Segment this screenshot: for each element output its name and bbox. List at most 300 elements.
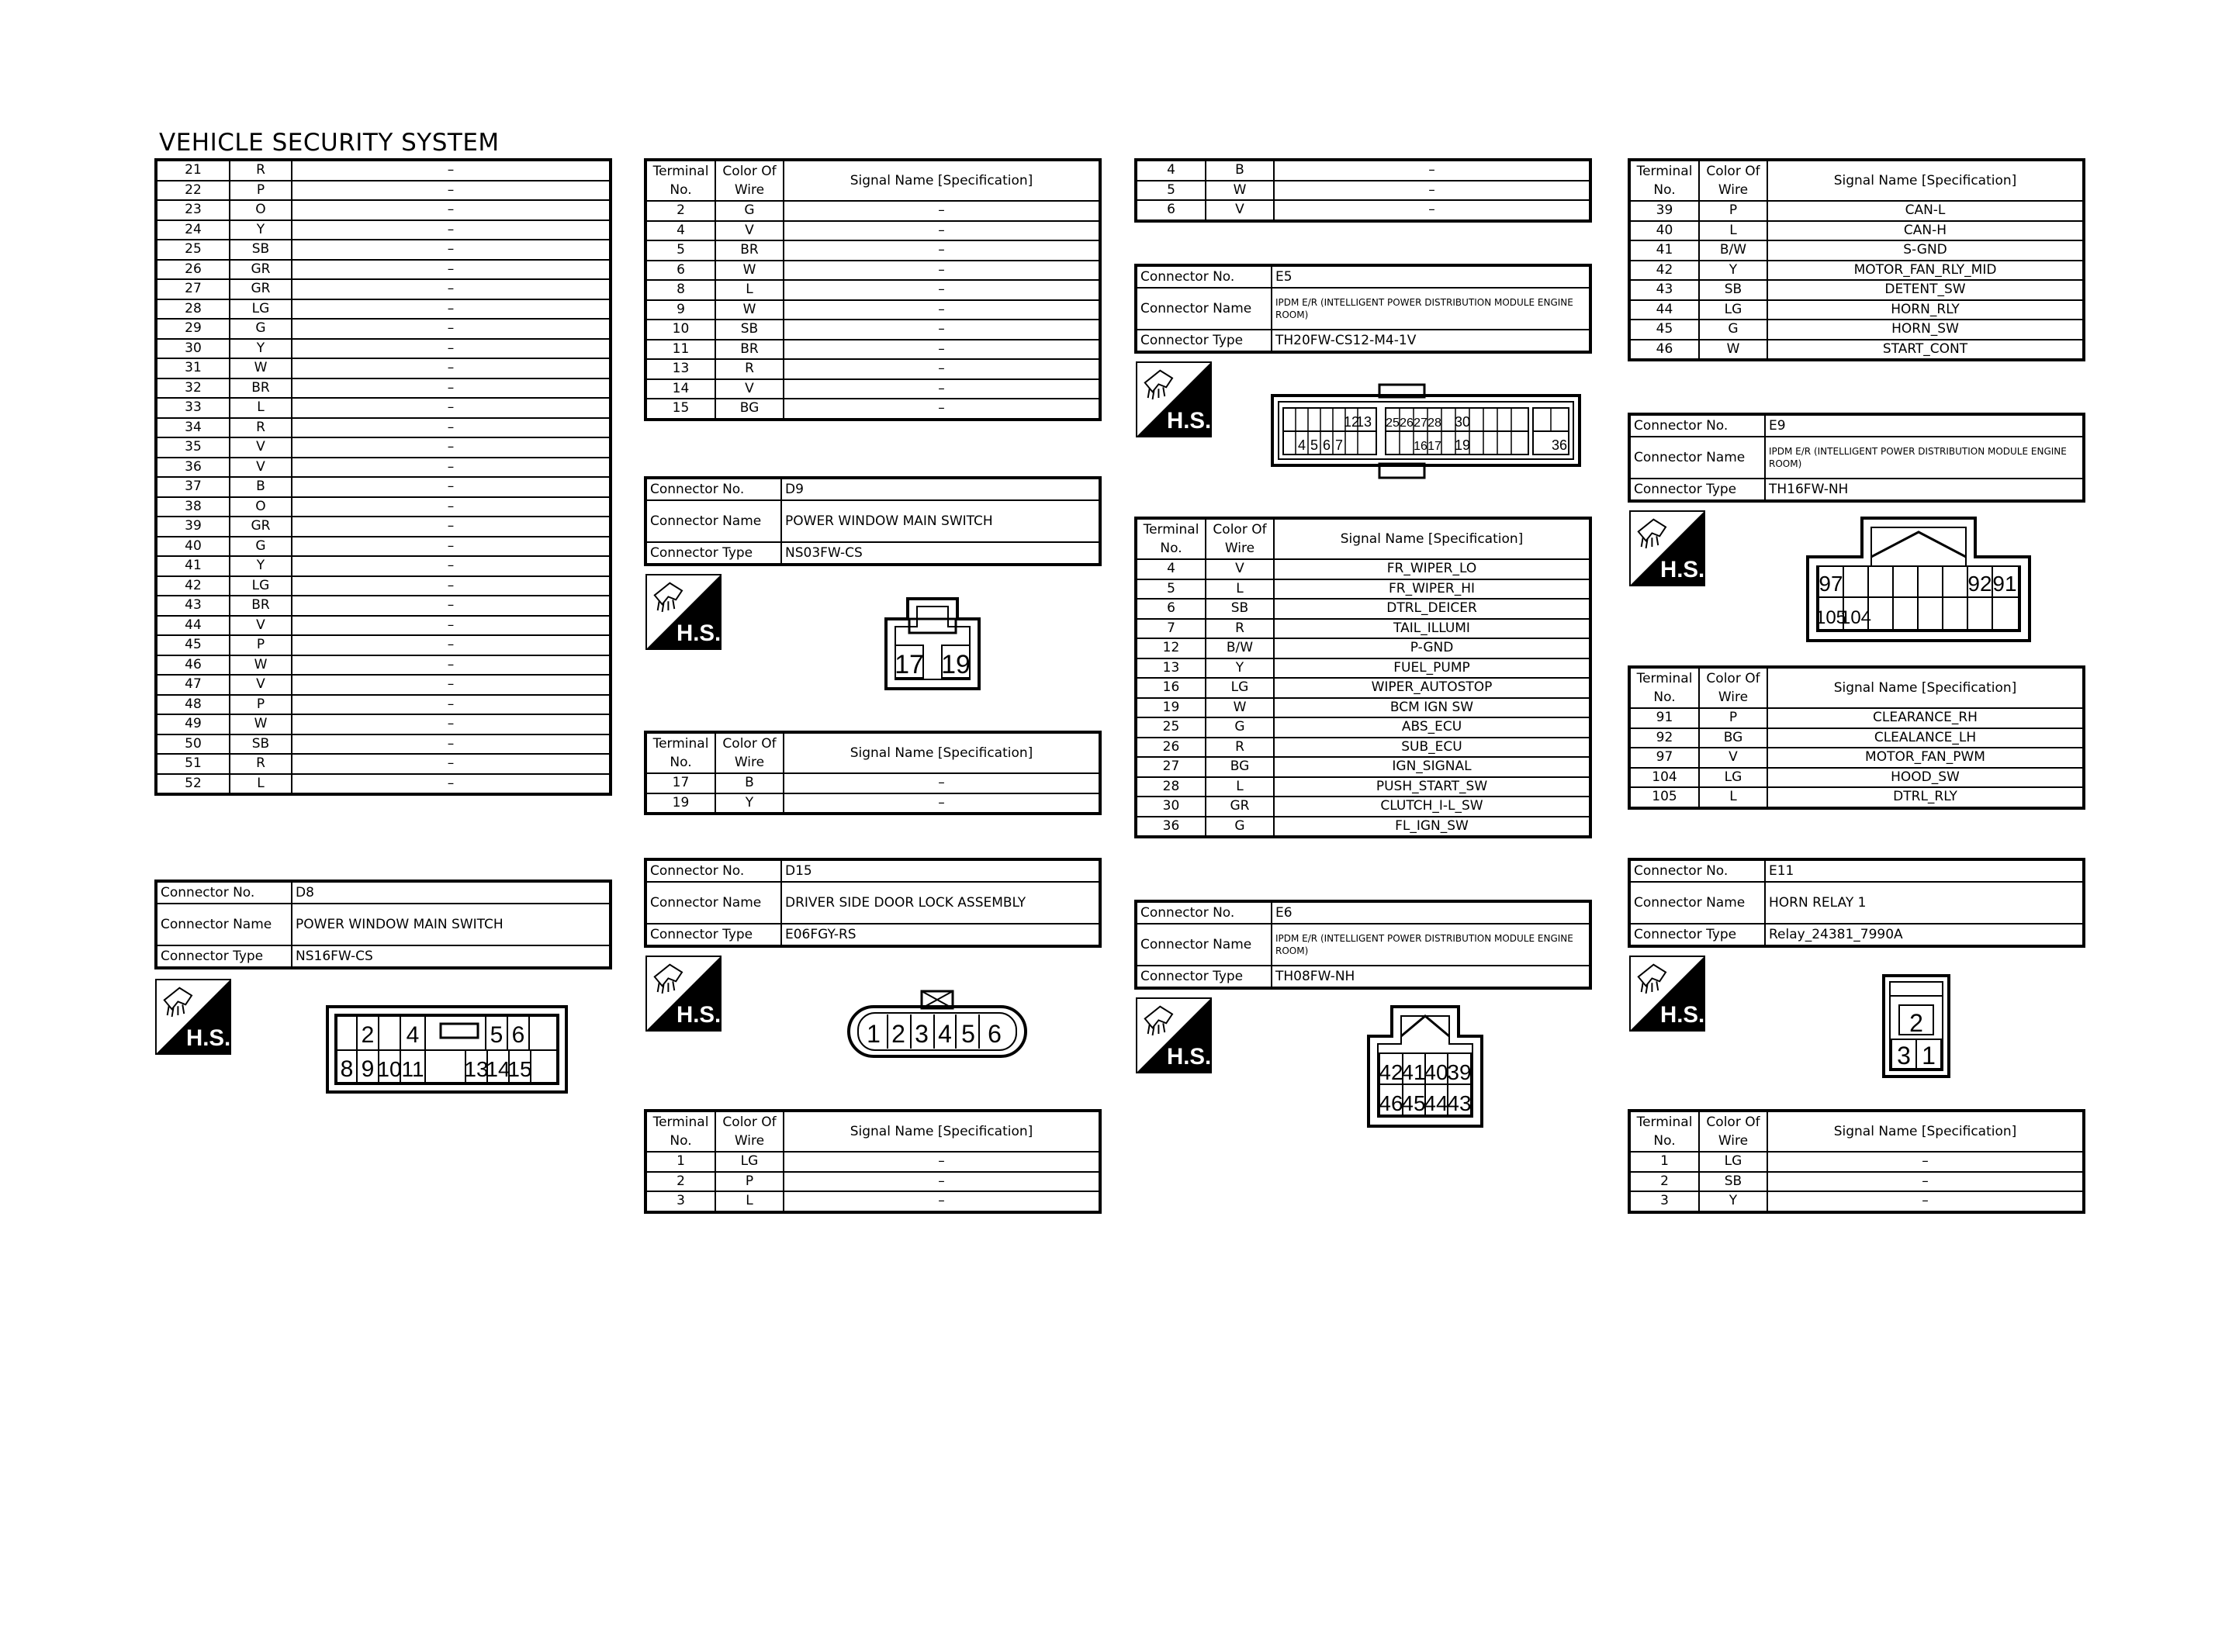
column-header-signal: Signal Name [Specification] <box>784 732 1100 773</box>
connector-type-row <box>1629 924 2084 946</box>
terminal-cell: 91 <box>1629 708 1699 728</box>
connector-type-value: TH20FW-CS12-M4-1V <box>1272 330 1590 352</box>
table-row <box>156 299 611 320</box>
column-header-signal: Signal Name [Specification] <box>784 1111 1100 1152</box>
wire-color-cell: SB <box>715 320 784 340</box>
pin-number: 17 <box>895 650 924 679</box>
terminal-cell: 44 <box>156 616 230 636</box>
table-row <box>156 458 611 478</box>
signal-name-cell: START_CONT <box>1767 340 2084 361</box>
hs-label: H.S. <box>677 620 722 647</box>
connector-name-value: IPDM E/R (INTELLIGENT POWER DISTRIBUTION MODULE ENGINE ROOM) <box>1765 437 2084 479</box>
signal-name-cell: – <box>292 596 611 616</box>
table-header-row <box>1629 160 2084 201</box>
pin-number: 91 <box>1992 572 2017 596</box>
terminal-cell: 36 <box>156 458 230 478</box>
signal-name-cell: – <box>784 221 1100 241</box>
pin-table-d15 <box>644 1109 1102 1214</box>
table-header-row <box>1629 667 2084 708</box>
table-row <box>1629 708 2084 728</box>
pin-number: 42 <box>1379 1060 1403 1084</box>
table-row <box>156 695 611 715</box>
table-row <box>645 379 1100 399</box>
signal-name-cell: MOTOR_FAN_PWM <box>1767 748 2084 768</box>
connector-no-value: E5 <box>1272 265 1590 288</box>
wire-color-cell: P <box>1699 708 1767 728</box>
terminal-cell: 21 <box>156 160 230 181</box>
wire-color-cell: R <box>230 754 292 774</box>
table-row <box>1629 280 2084 300</box>
table-row <box>156 596 611 616</box>
signal-name-cell: FR_WIPER_HI <box>1274 579 1590 600</box>
table-row <box>645 359 1100 379</box>
connector-type-label: Connector Type <box>156 945 292 968</box>
table-row <box>645 1191 1100 1212</box>
connector-no-row <box>645 859 1100 882</box>
pin-number: 19 <box>941 650 971 679</box>
terminal-cell: 5 <box>1136 579 1206 600</box>
connector-type-row <box>156 945 611 968</box>
connector-name-value: POWER WINDOW MAIN SWITCH <box>292 904 611 945</box>
terminal-cell: 25 <box>156 240 230 260</box>
connector-name-value: POWER WINDOW MAIN SWITCH <box>781 500 1100 542</box>
signal-name-cell: – <box>292 279 611 299</box>
signal-name-cell: – <box>292 458 611 478</box>
table-row <box>1629 1191 2084 1212</box>
table-row <box>645 240 1100 261</box>
signal-name-cell: – <box>784 320 1100 340</box>
table-row <box>1629 1152 2084 1172</box>
hs-label: H.S. <box>186 1025 231 1052</box>
connector-no-label: Connector No. <box>1136 901 1272 924</box>
connector-type-label: Connector Type <box>1629 924 1765 946</box>
table-row <box>156 616 611 636</box>
wire-color-cell: Y <box>230 556 292 576</box>
table-row <box>156 714 611 734</box>
wire-color-cell: W <box>1206 181 1274 201</box>
pin-number: 12 <box>1343 414 1360 430</box>
terminal-cell: 46 <box>156 655 230 676</box>
signal-name-cell: – <box>784 340 1100 360</box>
terminal-cell: 23 <box>156 200 230 220</box>
signal-name-cell: HORN_SW <box>1767 320 2084 340</box>
table-row <box>156 220 611 240</box>
signal-name-cell: – <box>292 477 611 497</box>
terminal-cell: 6 <box>645 261 715 281</box>
wire-color-cell: Y <box>230 220 292 240</box>
hs-label: H.S. <box>1167 408 1212 434</box>
terminal-cell: 36 <box>1136 817 1206 838</box>
wire-color-cell: V <box>715 379 784 399</box>
pin-number: 30 <box>1454 414 1471 430</box>
wire-color-cell: G <box>1206 717 1274 738</box>
connector-no-value: E11 <box>1765 859 2084 882</box>
wire-color-cell: V <box>1206 200 1274 221</box>
connector-no-row <box>645 478 1100 500</box>
wire-color-cell: Y <box>1699 1191 1767 1212</box>
terminal-cell: 43 <box>156 596 230 616</box>
signal-name-cell: – <box>1274 181 1590 201</box>
terminal-cell: 25 <box>1136 717 1206 738</box>
terminal-cell: 5 <box>1136 181 1206 201</box>
connector-name-label: Connector Name <box>645 500 781 542</box>
terminal-cell: 44 <box>1629 300 1699 320</box>
table-row <box>1136 559 1590 579</box>
connector-type-value: NS03FW-CS <box>781 542 1100 565</box>
wire-color-cell: G <box>1206 817 1274 838</box>
table-header-row <box>645 160 1100 201</box>
connector-e11-face <box>1882 974 1950 1078</box>
connector-no-value: E9 <box>1765 414 2084 437</box>
pin-number: 4 <box>938 1020 952 1048</box>
table-row <box>156 319 611 339</box>
table-row <box>645 280 1100 300</box>
terminal-cell: 40 <box>1629 221 1699 241</box>
terminal-cell: 28 <box>156 299 230 320</box>
terminal-cell: 39 <box>156 517 230 537</box>
table-row <box>1629 240 2084 261</box>
signal-name-cell: MOTOR_FAN_RLY_MID <box>1767 261 2084 281</box>
wire-color-cell: R <box>230 418 292 438</box>
connector-no-label: Connector No. <box>156 881 292 904</box>
wire-color-cell: Y <box>1699 261 1767 281</box>
connector-type-row <box>645 542 1100 565</box>
wire-color-cell: P <box>230 181 292 201</box>
table-row <box>1629 300 2084 320</box>
wire-color-cell: V <box>230 675 292 695</box>
wire-color-cell: V <box>230 437 292 458</box>
table-row <box>1136 579 1590 600</box>
pin-number: 40 <box>1424 1060 1448 1084</box>
connector-no-row <box>1629 414 2084 437</box>
connector-name-value: HORN RELAY 1 <box>1765 882 2084 924</box>
table-row <box>1136 200 1590 221</box>
table-row <box>156 517 611 537</box>
table-row <box>156 200 611 220</box>
terminal-cell: 3 <box>645 1191 715 1212</box>
table-row <box>1629 1172 2084 1192</box>
terminal-cell: 42 <box>156 576 230 596</box>
pin-table-e9 <box>1628 665 2085 810</box>
connector-name-label: Connector Name <box>156 904 292 945</box>
pin-number: 26 <box>1400 416 1414 430</box>
table-row <box>156 378 611 399</box>
table-row <box>1629 728 2084 748</box>
signal-name-cell: S-GND <box>1767 240 2084 261</box>
signal-name-cell: CLUTCH_I-L_SW <box>1274 797 1590 817</box>
table-row <box>156 181 611 201</box>
pin-number: 41 <box>1401 1060 1426 1084</box>
wire-color-cell: L <box>230 774 292 795</box>
harness-side-icon <box>645 574 722 650</box>
table-row <box>156 675 611 695</box>
table-row <box>1136 717 1590 738</box>
terminal-cell: 92 <box>1629 728 1699 748</box>
terminal-cell: 105 <box>1629 787 1699 808</box>
terminal-cell: 47 <box>156 675 230 695</box>
terminal-cell: 13 <box>1136 658 1206 679</box>
pin-number: 25 <box>1386 416 1400 430</box>
wire-color-cell: V <box>230 458 292 478</box>
connector-type-value: TH16FW-NH <box>1765 479 2084 501</box>
connector-type-row <box>1136 966 1590 988</box>
wire-color-cell: W <box>230 714 292 734</box>
terminal-cell: 5 <box>645 240 715 261</box>
pin-number: 19 <box>1454 437 1471 453</box>
connector-name-row <box>1136 288 1590 330</box>
terminal-cell: 35 <box>156 437 230 458</box>
table-row <box>1629 221 2084 241</box>
connector-no-label: Connector No. <box>1629 859 1765 882</box>
signal-name-cell: CAN-H <box>1767 221 2084 241</box>
table-row <box>1629 787 2084 808</box>
wire-color-cell: BR <box>230 596 292 616</box>
wire-color-cell: O <box>230 497 292 517</box>
terminal-cell: 6 <box>1136 599 1206 619</box>
signal-name-cell: TAIL_ILLUMI <box>1274 619 1590 639</box>
terminal-cell: 43 <box>1629 280 1699 300</box>
terminal-cell: 24 <box>156 220 230 240</box>
connector-type-label: Connector Type <box>1136 330 1272 352</box>
table-row <box>156 497 611 517</box>
wire-color-cell: GR <box>230 260 292 280</box>
connector-type-value: NS16FW-CS <box>292 945 611 968</box>
table-row <box>1136 698 1590 718</box>
connector-no-label: Connector No. <box>645 478 781 500</box>
pin-number: 46 <box>1379 1091 1403 1115</box>
table-row <box>645 399 1100 420</box>
wire-color-cell: LG <box>230 299 292 320</box>
connector-name-row <box>1629 882 2084 924</box>
pin-number: 43 <box>1447 1091 1472 1115</box>
pin-table-e11 <box>1628 1109 2085 1214</box>
terminal-cell: 32 <box>156 378 230 399</box>
terminal-cell: 15 <box>645 399 715 420</box>
wire-color-cell: V <box>230 616 292 636</box>
terminal-cell: 40 <box>156 537 230 557</box>
signal-name-cell: – <box>1767 1152 2084 1172</box>
signal-name-cell: – <box>292 556 611 576</box>
wire-color-cell: B/W <box>1206 638 1274 658</box>
wire-color-cell: R <box>715 359 784 379</box>
pin-number: 1 <box>1922 1042 1936 1070</box>
signal-name-cell: – <box>292 635 611 655</box>
terminal-cell: 4 <box>645 221 715 241</box>
table-row <box>156 437 611 458</box>
terminal-cell: 16 <box>1136 678 1206 698</box>
table-row <box>156 398 611 418</box>
column-header-color: Color Of Wire <box>1699 667 1767 708</box>
wire-color-cell: LG <box>1699 1152 1767 1172</box>
connector-info-d8 <box>154 880 612 969</box>
table-row <box>1629 340 2084 361</box>
signal-name-cell: ABS_ECU <box>1274 717 1590 738</box>
table-row <box>1136 599 1590 619</box>
pin-number: 6 <box>511 1022 525 1048</box>
connector-name-label: Connector Name <box>1629 437 1765 479</box>
connector-type-value: Relay_24381_7990A <box>1765 924 2084 946</box>
terminal-cell: 22 <box>156 181 230 201</box>
wire-color-cell: Y <box>230 339 292 359</box>
table-row <box>156 339 611 359</box>
wire-color-cell: P <box>230 695 292 715</box>
connector-no-value: D15 <box>781 859 1100 882</box>
pin-table-e5 <box>1134 517 1592 838</box>
table-row <box>156 160 611 181</box>
pin-number: 8 <box>340 1056 354 1082</box>
table-row <box>156 477 611 497</box>
wire-color-cell: SB <box>230 734 292 755</box>
terminal-cell: 2 <box>645 1172 715 1192</box>
table-header-row <box>645 732 1100 773</box>
pin-number: 44 <box>1424 1091 1448 1115</box>
pin-number: 27 <box>1414 416 1427 430</box>
terminal-cell: 34 <box>156 418 230 438</box>
table-row <box>156 358 611 378</box>
harness-side-icon <box>1629 510 1705 586</box>
connector-type-label: Connector Type <box>645 542 781 565</box>
table-row <box>156 537 611 557</box>
pin-number: 2 <box>361 1022 375 1048</box>
terminal-cell: 1 <box>1629 1152 1699 1172</box>
signal-name-cell: – <box>784 359 1100 379</box>
wire-color-cell: B <box>1206 160 1274 181</box>
table-row <box>1136 738 1590 758</box>
pin-number: 2 <box>1909 1009 1923 1037</box>
terminal-cell: 38 <box>156 497 230 517</box>
wire-color-cell: W <box>715 300 784 320</box>
signal-name-cell: DTRL_DEICER <box>1274 599 1590 619</box>
signal-name-cell: – <box>784 1191 1100 1212</box>
wire-color-cell: B <box>715 773 784 793</box>
pin-number: 9 <box>361 1056 375 1082</box>
pin-number: 6 <box>1322 437 1331 453</box>
signal-name-cell: BCM IGN SW <box>1274 698 1590 718</box>
signal-name-cell: – <box>784 793 1100 814</box>
table-row <box>156 240 611 260</box>
connector-name-label: Connector Name <box>645 882 781 924</box>
signal-name-cell: CAN-L <box>1767 201 2084 221</box>
terminal-cell: 39 <box>1629 201 1699 221</box>
signal-name-cell: – <box>292 319 611 339</box>
connector-e6-face <box>1367 1005 1483 1128</box>
wire-color-cell: BR <box>715 340 784 360</box>
terminal-cell: 17 <box>645 773 715 793</box>
wire-color-cell: G <box>715 201 784 221</box>
signal-name-cell: – <box>292 774 611 795</box>
pin-number: 104 <box>1839 607 1872 628</box>
connector-type-row <box>1629 479 2084 501</box>
connector-name-row <box>645 882 1100 924</box>
column-header-signal: Signal Name [Specification] <box>1274 518 1590 559</box>
connector-d8-face <box>326 1005 568 1094</box>
column-header-signal: Signal Name [Specification] <box>784 160 1100 201</box>
pin-number: 1 <box>867 1020 881 1048</box>
connector-no-row <box>1136 901 1590 924</box>
signal-name-cell: – <box>292 655 611 676</box>
column-header-signal: Signal Name [Specification] <box>1767 1111 2084 1152</box>
wire-color-cell: GR <box>230 279 292 299</box>
wire-color-cell: L <box>1206 579 1274 600</box>
terminal-cell: 46 <box>1629 340 1699 361</box>
page-title: VEHICLE SECURITY SYSTEM <box>159 129 500 157</box>
pin-number: 36 <box>1551 437 1568 453</box>
table-row <box>156 774 611 795</box>
pin-number: 14 <box>486 1057 510 1081</box>
signal-name-cell: – <box>1274 160 1590 181</box>
terminal-cell: 2 <box>645 201 715 221</box>
connector-no-row <box>1629 859 2084 882</box>
terminal-cell: 41 <box>156 556 230 576</box>
pin-table-d8 <box>644 158 1102 421</box>
signal-name-cell: CLEARANCE_RH <box>1767 708 2084 728</box>
table-row <box>1136 757 1590 777</box>
table-row <box>645 1172 1100 1192</box>
signal-name-cell: DTRL_RLY <box>1767 787 2084 808</box>
connector-e9-face <box>1806 517 2031 642</box>
table-row <box>156 279 611 299</box>
wire-color-cell: GR <box>230 517 292 537</box>
connector-no-label: Connector No. <box>1629 414 1765 437</box>
pin-table-e6 <box>1628 158 2085 361</box>
wire-color-cell: SB <box>1699 280 1767 300</box>
connector-no-value: E6 <box>1272 901 1590 924</box>
wire-color-cell: V <box>1699 748 1767 768</box>
terminal-cell: 11 <box>645 340 715 360</box>
connector-type-row <box>645 924 1100 946</box>
wire-color-cell: L <box>715 280 784 300</box>
signal-name-cell: FL_IGN_SW <box>1274 817 1590 838</box>
signal-name-cell: – <box>292 517 611 537</box>
harness-side-icon <box>1136 997 1212 1073</box>
wire-color-cell: BR <box>715 240 784 261</box>
terminal-cell: 13 <box>645 359 715 379</box>
connector-info-e11 <box>1628 858 2085 948</box>
signal-name-cell: – <box>1767 1191 2084 1212</box>
column-header-terminal: Terminal No. <box>645 732 715 773</box>
wire-color-cell: L <box>1699 787 1767 808</box>
table-row <box>1136 817 1590 838</box>
table-row <box>1136 638 1590 658</box>
table-row <box>1629 748 2084 768</box>
wire-color-cell: GR <box>1206 797 1274 817</box>
wire-color-cell: LG <box>715 1152 784 1172</box>
table-row <box>156 754 611 774</box>
column-header-terminal: Terminal No. <box>645 1111 715 1152</box>
wire-color-cell: G <box>1699 320 1767 340</box>
signal-name-cell: IGN_SIGNAL <box>1274 757 1590 777</box>
signal-name-cell: – <box>292 437 611 458</box>
wire-color-cell: P <box>1699 201 1767 221</box>
signal-name-cell: – <box>292 358 611 378</box>
wire-color-cell: O <box>230 200 292 220</box>
signal-name-cell: – <box>292 418 611 438</box>
column-header-color: Color Of Wire <box>715 160 784 201</box>
terminal-cell: 7 <box>1136 619 1206 639</box>
wire-color-cell: L <box>230 398 292 418</box>
column-header-terminal: Terminal No. <box>1629 1111 1699 1152</box>
terminal-cell: 26 <box>1136 738 1206 758</box>
wire-color-cell: W <box>715 261 784 281</box>
pin-number: 10 <box>377 1057 402 1081</box>
terminal-cell: 42 <box>1629 261 1699 281</box>
terminal-cell: 27 <box>1136 757 1206 777</box>
wire-color-cell: LG <box>230 576 292 596</box>
signal-name-cell: – <box>784 201 1100 221</box>
signal-name-cell: – <box>292 378 611 399</box>
wire-color-cell: LG <box>1699 300 1767 320</box>
wire-color-cell: SB <box>230 240 292 260</box>
